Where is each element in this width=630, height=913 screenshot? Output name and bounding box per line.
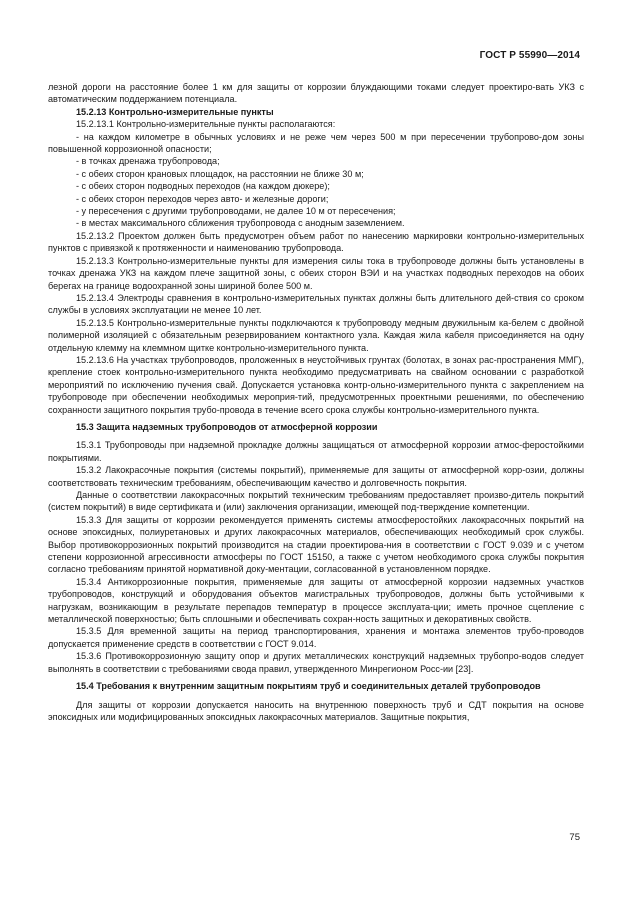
page-number: 75	[569, 832, 580, 843]
list-item: - с обеих сторон переходов через авто- и железные дороги;	[76, 193, 329, 204]
document-body	[48, 81, 584, 723]
section-heading-15-4: 15.4 Требования к внутренним защитным покрытиям труб и соединительных деталей трубопроводов	[76, 681, 541, 692]
paragraph: 15.3.6 Противокоррозионную защиту опор и других металлических конструкций надземных трубопро-водов следует выполнять в соответствии с требованиями свода правил, утвержденного Минрегионом Росс-ии [23].	[48, 651, 584, 674]
paragraph: 15.2.13.1 Контрольно-измерительные пункты располагаются:	[76, 119, 336, 130]
list-item: - с обеих сторон крановых площадок, на расстоянии не ближе 30 м;	[76, 168, 364, 179]
paragraph: 15.2.13.2 Проектом должен быть предусмотрен объем работ по нанесению маркировки контрольно-измерительных пунктов с привязкой к протяженности и наименованию трубопровода.	[48, 230, 584, 254]
paragraph: Для защиты от коррозии допускается наносить на внутреннюю поверхность труб и СДТ покрытия на основе эпоксидных или модифицированных эпоксидных лакокрасочных материалов. Защитные покрытия,	[48, 699, 584, 722]
paragraph: 15.3.4 Антикоррозионные покрытия, применяемые для защиты от атмосферной коррозии надземных участков трубопроводов, конструкций и оборудования объектов магистральных трубопроводов, должны быть устойчивыми к нагрузкам, возникающим в результате перепадов температур в процессе эксплуата-ции; иметь прочное сцепление с металлической поверхностью; быть сплошными и обеспечивать сохран-ность защитных и декоративных свойств.	[48, 576, 584, 625]
paragraph: 15.3.5 Для временной защиты на период транспортирования, хранения и монтажа элементов трубо-проводов допускается применение средств в соответствии с ГОСТ 9.014.	[48, 626, 584, 649]
paragraph: 15.3.1 Трубопроводы при надземной прокладке должны защищаться от атмосферной коррозии атмос-феростойкими покрытиями.	[48, 440, 584, 463]
list-item: - в местах максимального сближения трубопровода с анодным заземлением.	[76, 218, 405, 229]
paragraph: лезной дороги на расстояние более 1 км для защиты от коррозии блуждающими токами следует проектиро-вать УКЗ с автоматическим поддержанием потенциала.	[48, 82, 584, 105]
paragraph: 15.2.13.5 Контрольно-измерительные пункты подключаются к трубопроводу медным двужильным ка-белем с двойной полимерной изоляцией с обязательным резервированием контактного узла. Каждая жила кабеля присоединяется на одну отдельную клемму на клеммном щитке контрольно-измерительного пункта.	[48, 317, 584, 353]
standard-header: ГОСТ Р 55990—2014	[479, 50, 580, 61]
section-heading-15-2-13: 15.2.13 Контрольно-измерительные пункты	[76, 106, 274, 117]
paragraph: 15.2.13.3 Контрольно-измерительные пункты для измерения силы тока в трубопроводе должны быть установлены в точках дренажа УКЗ на каждом плече защитной зоны, с обеих сторон ВЭИ и на участках подводных переходов на обоих берегах на границе водоохранной зоны шириной более 500 м.	[48, 255, 584, 291]
paragraph: 15.2.13.6 На участках трубопроводов, проложенных в неустойчивых грунтах (болотах, в зонах рас-пространения ММГ), крепление стоек контрольно-измерительного пункта необходимо предусматривать на свайном основании с разработкой мероприятий по исключению пучения свай. Допускается установка контр-ольно-измерительного пункта с закреплением на трубопроводе при обеспечении необходимых мероприя-тий, предусмотренных проектными решениями, по обеспечению сохранности защитного покрытия трубо-провода в течение всего срока службы контрольно-измерительного пункта.	[48, 354, 584, 415]
paragraph: 15.3.3 Для защиты от коррозии рекомендуется применять системы атмосферостойких лакокрасочных покрытий на основе эпоксидных, полиуретановых и других лакокрасочных материалов, обеспечивающих необходимый срок службы. Выбор противокоррозионных покрытий производится на стадии проектирова-ния в соответствии с ГОСТ 9.039 и с учетом степени коррозионной агрессивности атмосферы по ГОСТ 15150, а также с учетом необходимого срока службы покрытия согласно требованиям принятой нормативной доку-ментации, согласованной в установленном порядке.	[48, 514, 584, 575]
paragraph: Данные о соответствии лакокрасочных покрытий техническим требованиям предоставляет произво-дитель покрытий (систем покрытий) в виде сертификата и (или) заключения организации, имеющей под-тверждение компетенции.	[48, 490, 584, 513]
paragraph: 15.2.13.4 Электроды сравнения в контрольно-измерительных пунктах должны быть длительного дей-ствия со сроком службы в условиях эксплуатации не менее 10 лет.	[48, 292, 584, 316]
list-item: - с обеих сторон подводных переходов (на каждом дюкере);	[76, 181, 330, 192]
paragraph: 15.3.2 Лакокрасочные покрытия (системы покрытий), применяемые для защиты от атмосферной корр-озии, должны соответствовать техническим требованиям, обеспечивающим качество и долговечность покрытия.	[48, 465, 584, 488]
list-item: - на каждом километре в обычных условиях и не реже чем через 500 м при пересечении трубопрово-дом зоны повышенной коррозионной опасности;	[48, 131, 584, 155]
list-item: - в точках дренажа трубопровода;	[76, 156, 220, 167]
list-item: - у пересечения с другими трубопроводами, не далее 10 м от пересечения;	[76, 206, 396, 217]
section-heading-15-3: 15.3 Защита надземных трубопроводов от атмосферной коррозии	[76, 421, 378, 432]
